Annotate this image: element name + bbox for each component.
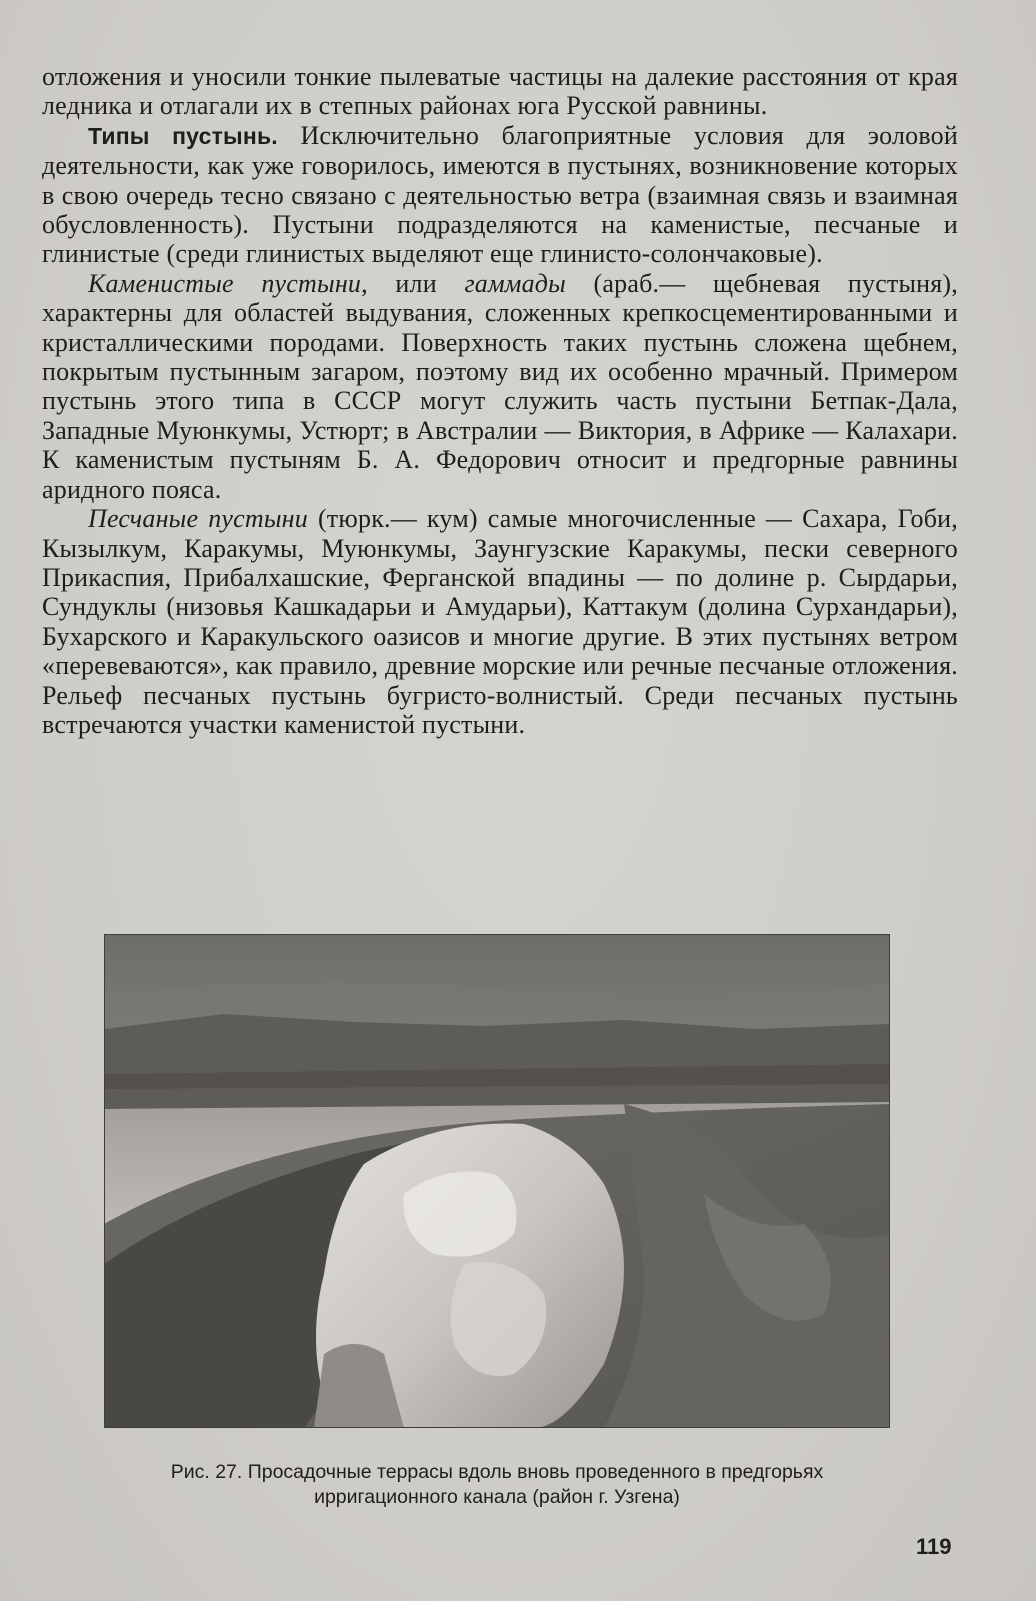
sandy-desert-text: (тюрк.— кум) самые многочисленные — Сахара, Гоби, Кызылкум, Каракумы, Муюнкумы, Заунгузские Каракумы, пески северного Прикаспия, Прибалхашские, Ферганской впадины — по долине р. Сырдарьи, Сундуклы (низовья Кашкадарьи и Амударьи), Каттакум (долина Сурхандарьи), Бухарского и Каракульского оазисов и многие другие. В этих пустынях ветром «перевеваются», как правило, древние морские или речные песчаные отложения. Рельеф песчаных пустынь бугристо-волнистый. Среди песчаных пустынь встречаются участки каменистой пустыни. [42, 504, 958, 739]
paragraph-desert-types-text: Исключительно благоприятные условия для эоловой деятельности, как уже говорилось, имеются в пустынях, возникновение которых в свою очередь тесно связано с деятельностью ветра (взаимная связь и взаимная обусловленность). Пустыни подразделяются на каменистые, песчаные и глинистые (среди глинистых выделяют еще глинисто-солончаковые). [42, 120, 958, 269]
section-heading: Типы пустынь. [88, 122, 278, 149]
figure-caption: Рис. 27. Просадочные террасы вдоль вновь проведенного в предгорьях ирригационного канала (район г. Узгена) [170, 1461, 824, 1508]
term-sandy-deserts: Песчаные пустыни [88, 504, 308, 534]
paragraph-sandy-deserts [42, 504, 958, 739]
page-number: 119 [916, 1534, 952, 1559]
term-rocky-deserts: Каменистые пустыни [88, 268, 362, 298]
rocky-desert-text: (араб.— щебневая пустыня), характерны для областей выдувания, сложенных крепкосцементированными и кристаллическими породами. Поверхность таких пустынь сложена щебнем, покрытым пустынным загаром, поэтому вид их особенно мрачный. Примером пустынь этого типа в СССР могут служить часть пустыни Бетпак-Дала, Западные Муюнкумы, Устюрт; в Австралии — Виктория, в Африке — Калахари. К каменистым пустыням Б. А. Федорович относит и предгорные равнины аридного пояса. [42, 268, 958, 504]
figure-27-photo [104, 934, 890, 1428]
paragraph-desert-types [42, 121, 958, 269]
term-hammada: гаммады [464, 268, 566, 298]
paragraph-continuation: отложения и уносили тонкие пылеватые частицы на далекие расстояния от края ледника и отлагали их в степных районах юга Русской равнины. [42, 62, 958, 121]
body-text [42, 62, 958, 739]
paragraph-rocky-deserts [42, 269, 958, 504]
rocky-connector: , или [361, 268, 465, 298]
